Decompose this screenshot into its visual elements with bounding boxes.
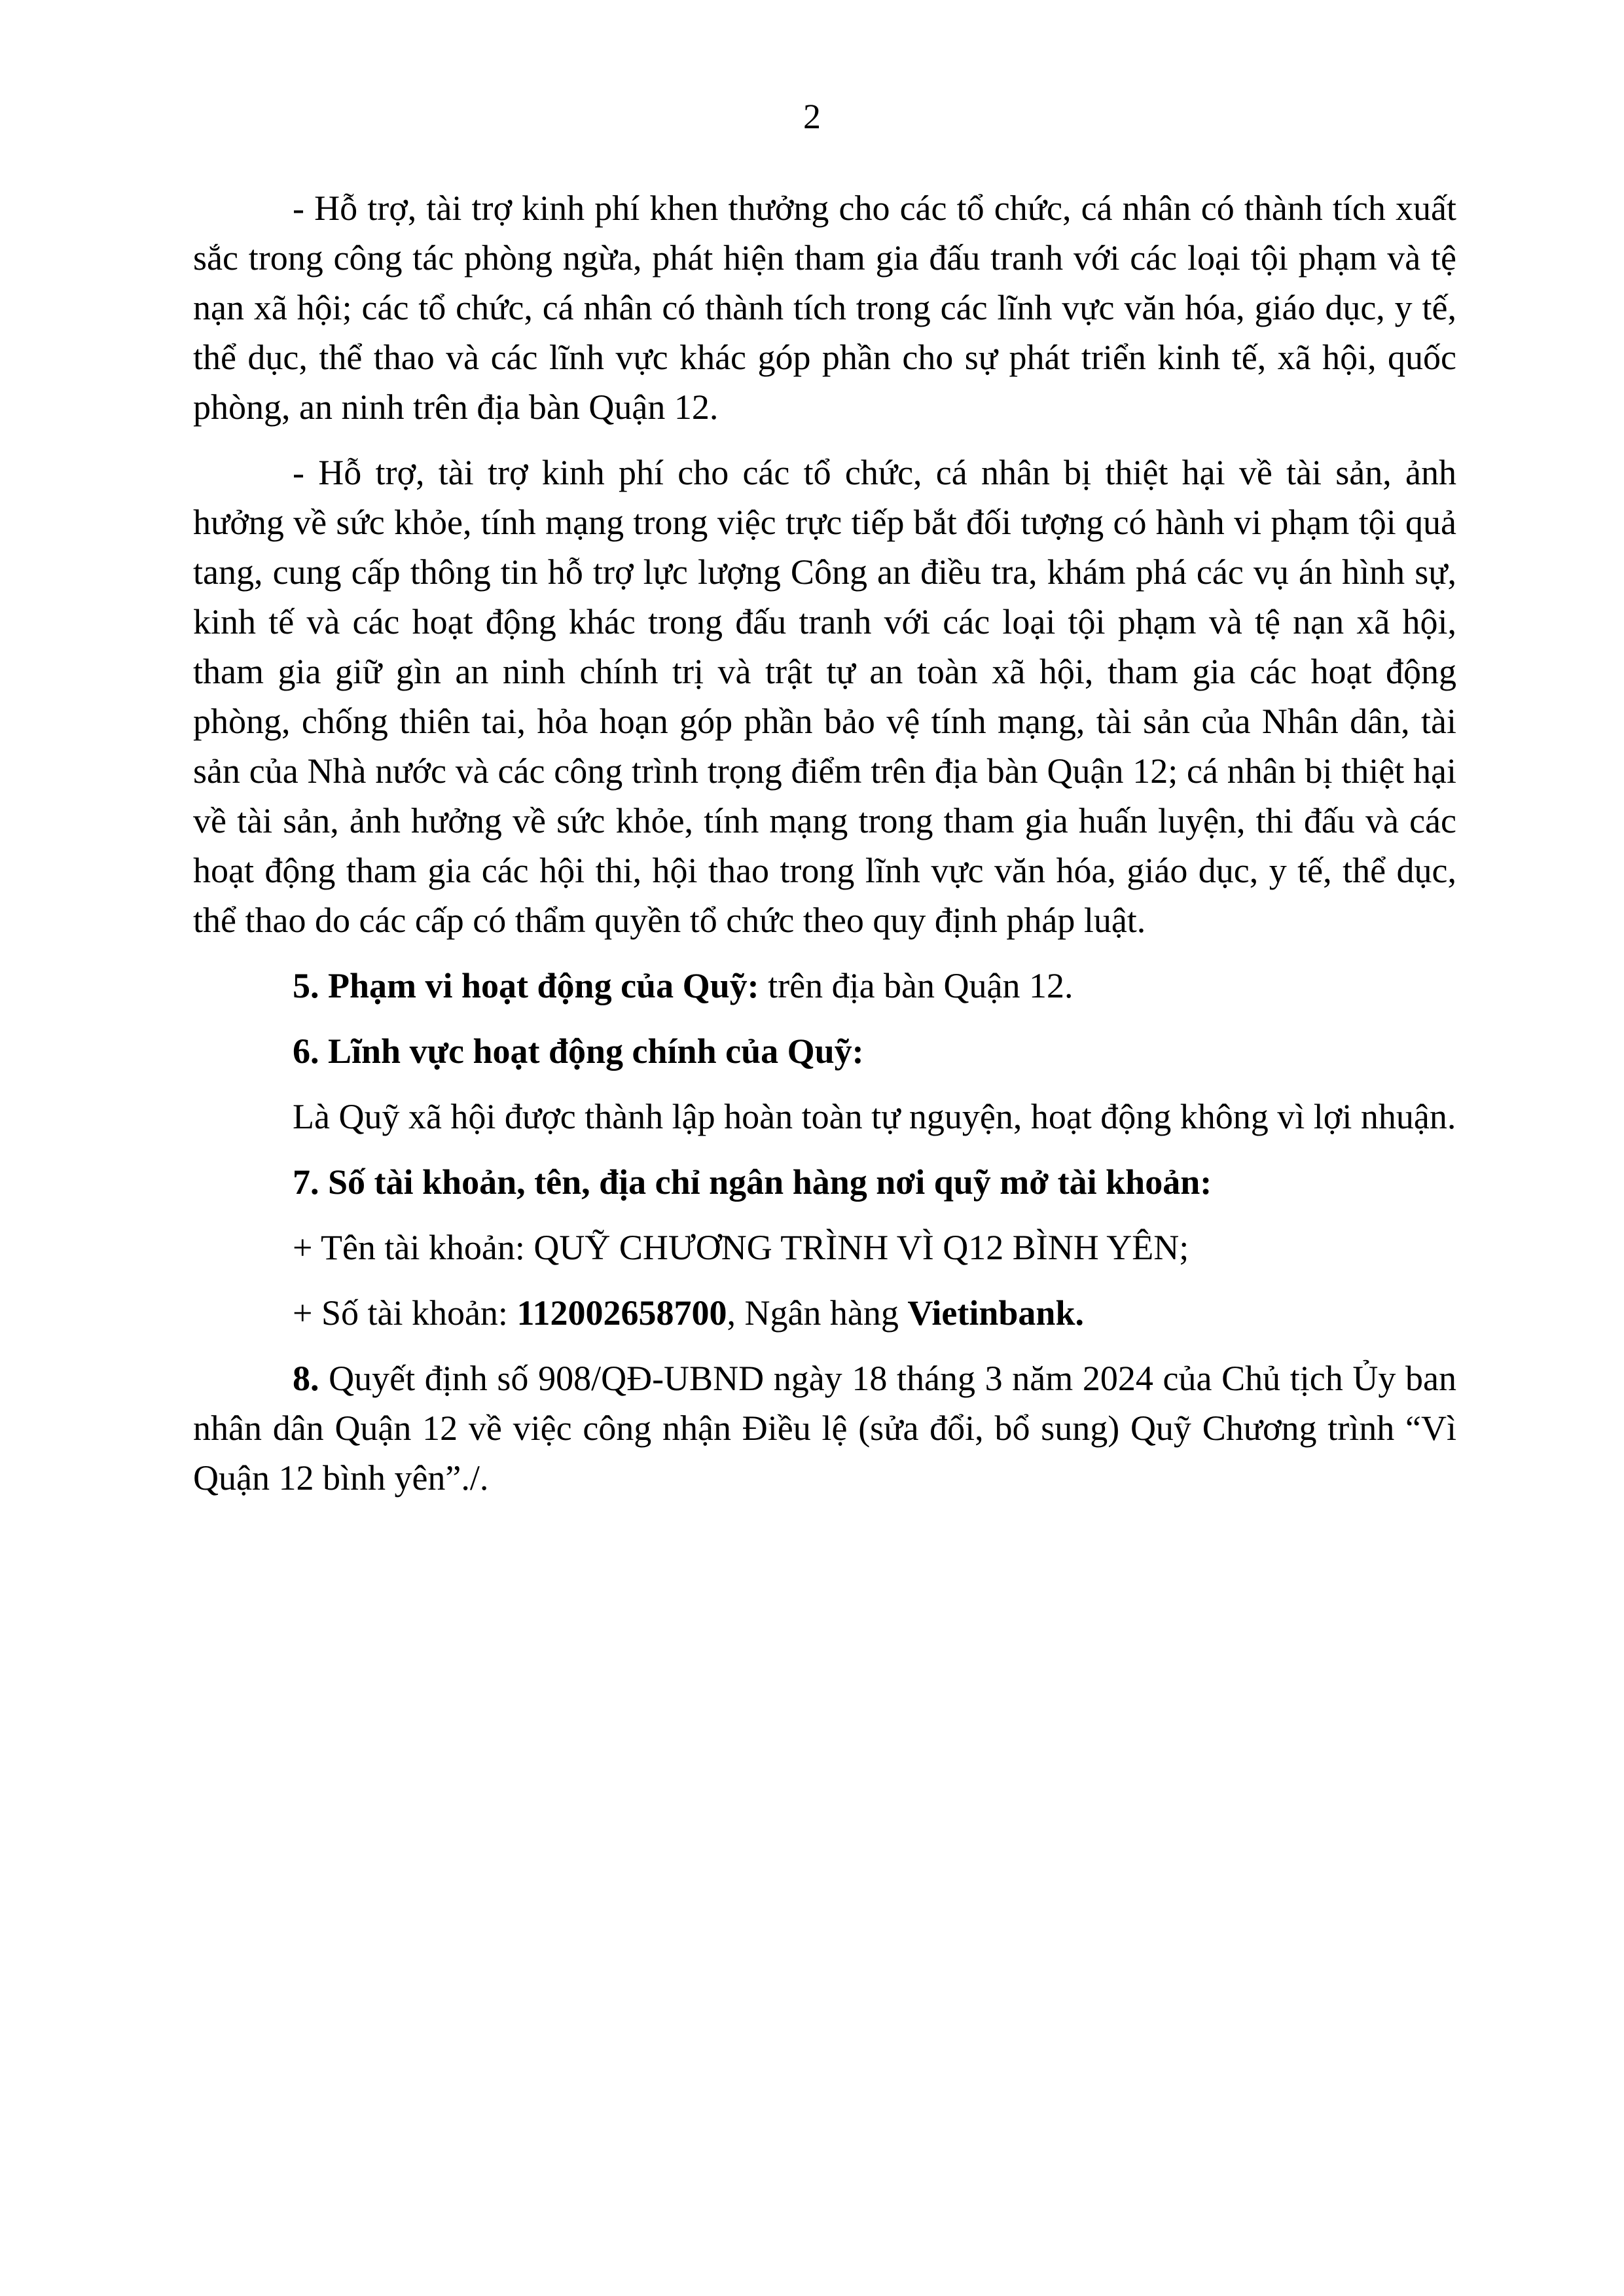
section-5-text: trên địa bàn Quận 12. bbox=[759, 966, 1074, 1005]
bank-name: Vietinbank. bbox=[907, 1293, 1084, 1333]
page-number: 2 bbox=[803, 97, 821, 136]
section-5 bbox=[193, 961, 1456, 1011]
account-number: 112002658700 bbox=[516, 1293, 727, 1333]
section-8 bbox=[193, 1354, 1456, 1503]
section-5-heading: 5. Phạm vi hoạt động của Quỹ: bbox=[293, 966, 759, 1005]
section-8-number: 8. bbox=[293, 1359, 319, 1398]
account-name-line: + Tên tài khoản: QUỸ CHƯƠNG TRÌNH VÌ Q12 BÌNH YÊN; bbox=[293, 1228, 1189, 1267]
section-8-text: Quyết định số 908/QĐ-UBND ngày 18 tháng 3 năm 2024 của Chủ tịch Ủy ban nhân dân Quận 12 về việc công nhận Điều lệ (sửa đổi, bổ sung) Quỹ Chương trình “Vì Quận 12 bình yên”./. bbox=[193, 1359, 1456, 1498]
paragraph-support-damages: - Hỗ trợ, tài trợ kinh phí cho các tổ chức, cá nhân bị thiệt hại về tài sản, ảnh hưởng về sức khỏe, tính mạng trong việc trực tiếp bắt đối tượng có hành vi phạm tội quả tang, cung cấp thông tin hỗ trợ lực lượng Công an điều tra, khám phá các vụ án hình sự, kinh tế và các hoạt động khác trong đấu tranh với các loại tội phạm và tệ nạn xã hội, tham gia giữ gìn an ninh chính trị và trật tự an toàn xã hội, tham gia các hoạt động phòng, chống thiên tai, hỏa hoạn góp phần bảo vệ tính mạng, tài sản của Nhân dân, tài sản của Nhà nước và các công trình trọng điểm trên địa bàn Quận 12; cá nhân bị thiệt hại về tài sản, ảnh hưởng về sức khỏe, tính mạng trong tham gia huấn luyện, thi đấu và các hoạt động tham gia các hội thi, hội thao trong lĩnh vực văn hóa, giáo dục, y tế, thể dục, thể thao do các cấp có thẩm quyền tổ chức theo quy định pháp luật. bbox=[193, 453, 1456, 940]
document-body bbox=[193, 183, 1456, 1518]
account-number-line: + Số tài khoản: 112002658700, Ngân hàng Vietinbank. bbox=[293, 1293, 1084, 1333]
section-6-text: Là Quỹ xã hội được thành lập hoàn toàn tự nguyện, hoạt động không vì lợi nhuận. bbox=[293, 1097, 1456, 1136]
paragraph-support-rewards: - Hỗ trợ, tài trợ kinh phí khen thưởng cho các tổ chức, cá nhân có thành tích xuất sắc trong công tác phòng ngừa, phát hiện tham gia đấu tranh với các loại tội phạm và tệ nạn xã hội; các tổ chức, cá nhân có thành tích trong các lĩnh vực văn hóa, giáo dục, y tế, thể dục, thể thao và các lĩnh vực khác góp phần cho sự phát triển kinh tế, xã hội, quốc phòng, an ninh trên địa bàn Quận 12. bbox=[193, 188, 1456, 427]
section-7-heading: 7. Số tài khoản, tên, địa chỉ ngân hàng nơi quỹ mở tài khoản: bbox=[293, 1162, 1212, 1202]
section-6-heading: 6. Lĩnh vực hoạt động chính của Quỹ: bbox=[293, 1031, 864, 1071]
